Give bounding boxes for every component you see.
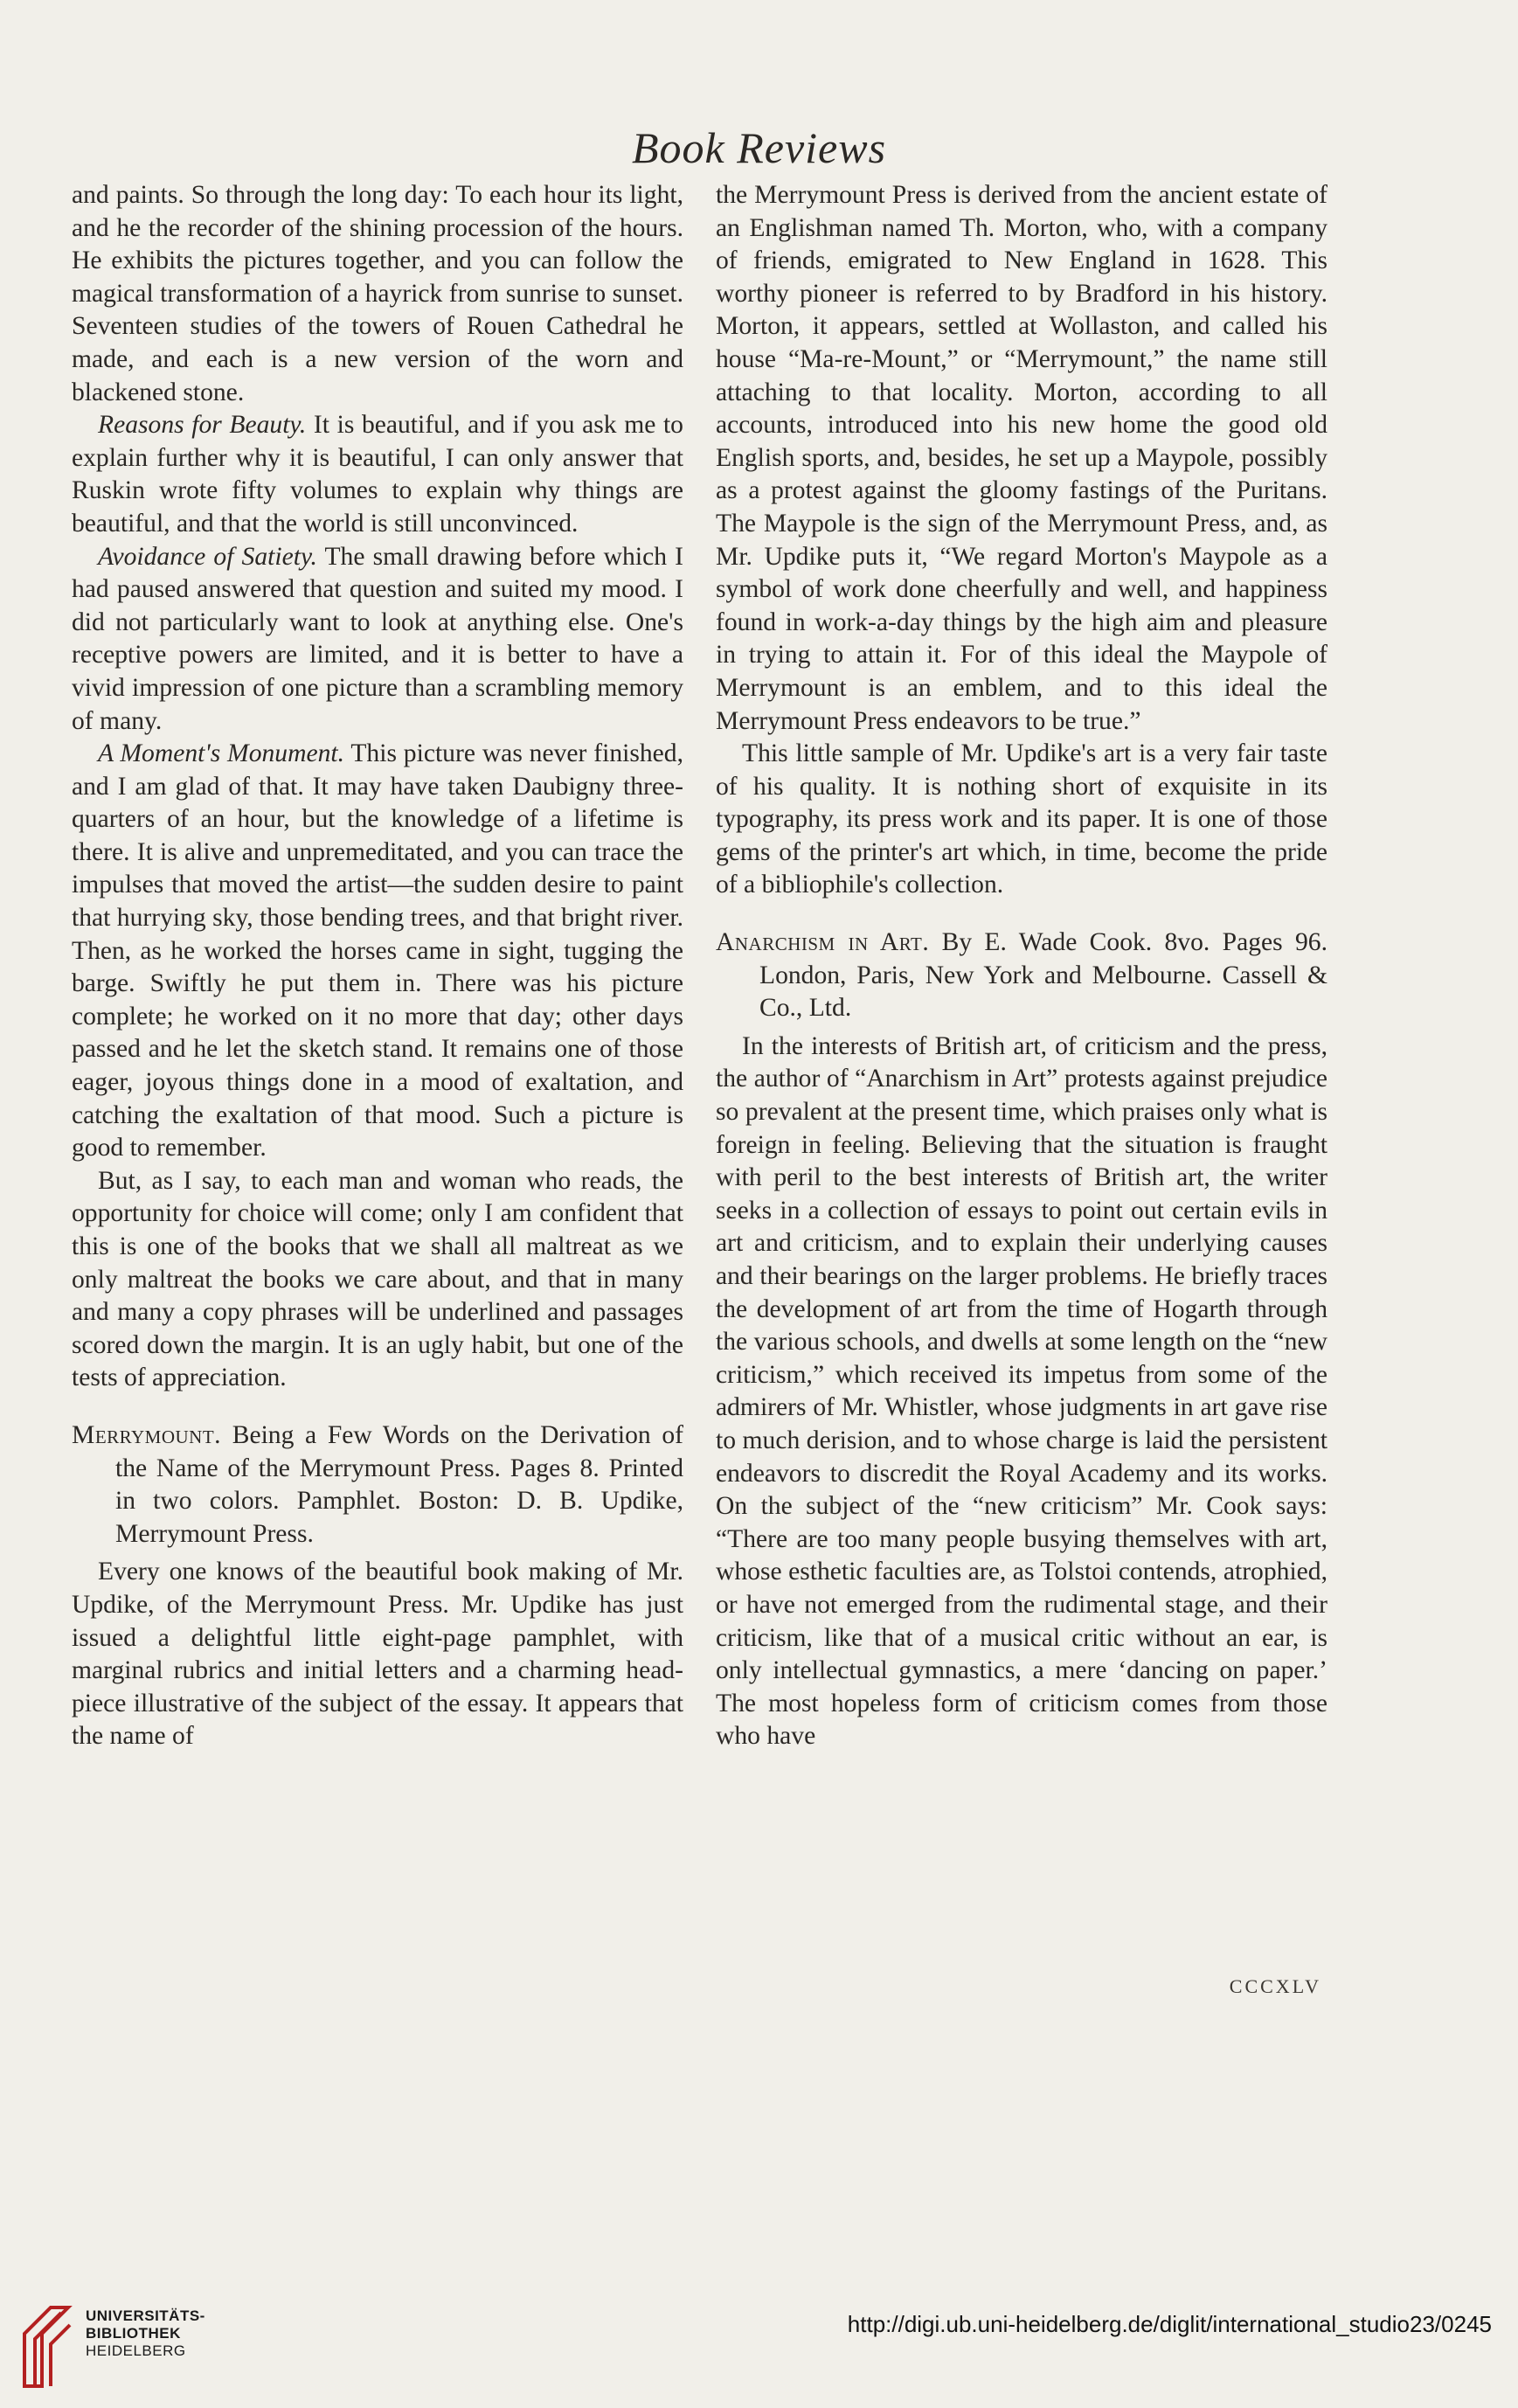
paragraph-lead: A Moment's Monument. — [98, 739, 345, 768]
paragraph-body: The small drawing before which I had paused answered that question and suited my mood. I did not particularly want to look at anything else. One's receptive powers are limited, and it is better to have a vivid impression of one picture than a scrambling memory of many. — [72, 542, 683, 735]
review-entry-anarchism — [716, 926, 1327, 1025]
paragraph-body: This picture was never finished, and I am glad of that. It may have taken Daubigny three-quarters of an hour, but the knowledge of a lifetime is there. It is alive and unpremeditated, and you can trace the impulses that moved the artist—the sudden desire to paint that hurrying sky, those bending trees, and that bright river. Then, as he worked the horses came in sight, tugging the barge. Swiftly he put them in. There was his picture complete; he worked on it no more that day; other days passed and he let the sketch stand. It remains one of those eager, joyous things done in a mood of exaltation, and catching the exaltation of that mood. Such a picture is good to remember. — [72, 739, 683, 1162]
paragraph-anarchism-review: In the interests of British art, of criticism and the press, the author of “Anarchism in Art” protests against prejudice so prevalent at the present time, which praises only what is foreign in feeling. Believing that the situation is fraught with peril to the best interests of British art, the writer seeks in a collection of essays to point out certain evils in art and criticism, and to explain their underlying causes and their bearings on the larger problems. He briefly traces the development of art from the time of Hogarth through the various schools, and dwells at some length on the “new criticism,” which received its impetus from some of the admirers of Mr. Whistler, whose judgments in art gave rise to much derision, and to whose charge is laid the persistent endeavors to discredit the Royal Academy and its works. On the subject of the “new criticism” Mr. Cook says: “There are too many people busying themselves with art, whose esthetic faculties are, as Tolstoi contends, atrophied, or have not emerged from the rudimental stage, and their criticism, like that of a musical critic without an ear, is only intellectual gymnastics, a mere ‘dancing on paper.’ The most hopeless form of criticism comes from those who have — [716, 1031, 1327, 1751]
source-url-link[interactable]: http://digi.ub.uni-heidelberg.de/diglit/international_studio23/0245 — [847, 2311, 1492, 2337]
paragraph-body: It is beautiful, and if you ask me to explain further why it is beautiful, I can only answer that Ruskin wrote fifty volumes to explain why things are beautiful, and that the world is still unconvinced. — [72, 411, 683, 538]
page-number: CCCXLV — [1229, 1975, 1321, 1997]
entry-details: Being a Few Words on the Derivation of the Name of the Merrymount Press. Pages 8. Printed in two colors. Pamphlet. Boston: D. B. Updike, Merrymount Press. — [115, 1420, 683, 1548]
running-head: Book Reviews — [631, 123, 887, 172]
entry-title: Anarchism in Art. — [716, 928, 930, 957]
library-name — [86, 2307, 205, 2360]
paragraph-reasons-for-beauty — [72, 409, 683, 540]
paragraph-merrymount-verdict: This little sample of Mr. Updike's art is a very fair taste of his quality. It is nothing short of exquisite in its typography, its press work and its paper. It is one of those gems of the printer's art which, in time, become the pride of a bibliophile's collection. — [716, 739, 1327, 899]
right-column — [716, 179, 1327, 1753]
paragraph-merrymount-continued: the Merrymount Press is derived from the ancient estate of an Englishman named Th. Morton, who, with a company of friends, emigrated to New England in 1628. This worthy pioneer is referred to by Bradford in his history. Morton, it appears, settled at Wollaston, and called his house “Ma-re-Mount,” or “Merrymount,” the name still attaching to that locality. Morton, according to all accounts, introduced into his new home the good old English sports, and, besides, he set up a Maypole, possibly as a protest against the gloomy fastings of the Puritans. The Maypole is the sign of the Merrymount Press, and, as Mr. Updike puts it, “We regard Morton's Maypole as a symbol of work done cheerfully and well, and happiness found in work-a-day things by the high aim and pleasure in trying to attain it. For of this ideal the Maypole of Merrymount is an emblem, and to this ideal the Merrymount Press endeavors to be true.” — [716, 181, 1327, 735]
paragraph-intro: and paints. So through the long day: To each hour its light, and he the recorder of the shining procession of the hours. He exhibits the pictures together, and you can follow the magical transformation of a hayrick from sunrise to sunset. Seventeen studies of the towers of Rouen Cathedral he made, and each is a new version of the worn and blackened stone. — [72, 181, 683, 406]
paragraph-closing: But, as I say, to each man and woman who reads, the opportunity for choice will come; only I am confident that this is one of the books that we shall all maltreat as we only maltreat the books we care about, and that in many and many a copy phrases will be underlined and passages scored down the margin. It is an ugly habit, but one of the tests of appreciation. — [72, 1166, 683, 1392]
paragraph-avoidance-of-satiety — [72, 541, 683, 739]
review-entry-merrymount — [72, 1419, 683, 1551]
paragraph-moments-monument — [72, 738, 683, 1165]
left-column — [72, 179, 683, 1753]
entry-details: By E. Wade Cook. 8vo. Pages 96. London, Paris, New York and Melbourne. Cassell & Co., Ltd. — [759, 928, 1327, 1023]
library-name-line: HEIDELBERG — [86, 2342, 186, 2359]
paragraph-lead: Avoidance of Satiety. — [98, 542, 317, 571]
library-logo-icon — [16, 2299, 77, 2395]
library-name-line: UNIVERSITÄTS- — [86, 2307, 205, 2324]
paragraph-merrymount-review: Every one knows of the beautiful book making of Mr. Updike, of the Merrymount Press. Mr. Updike has just issued a delightful little eight-page pamphlet, with marginal rubrics and initial letters and a charming head-piece illustrative of the subject of the essay. It appears that the name of — [72, 1558, 683, 1751]
entry-title: Merrymount. — [72, 1420, 222, 1449]
library-name-line: BIBLIOTHEK — [86, 2325, 181, 2342]
paragraph-lead: Reasons for Beauty. — [98, 411, 307, 440]
